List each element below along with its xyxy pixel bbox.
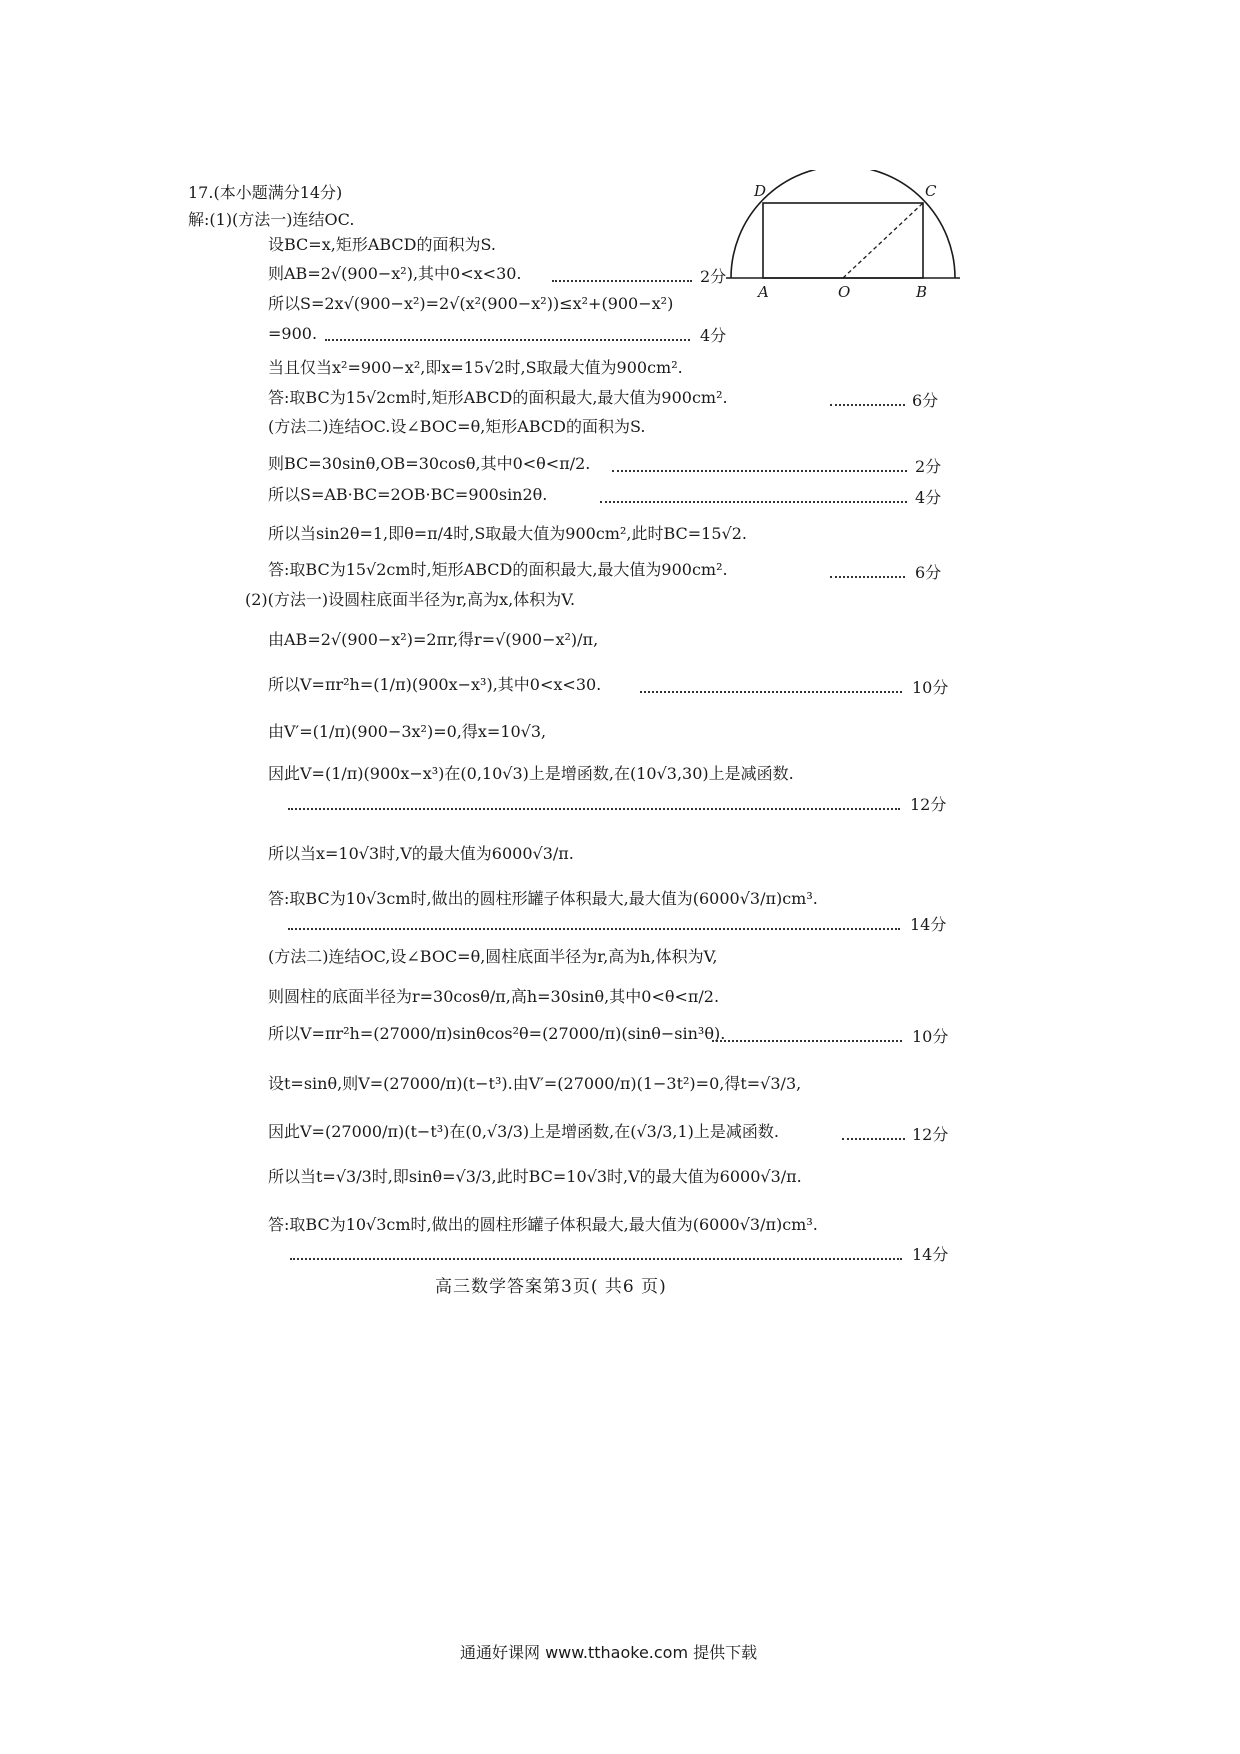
solution-line: 所以S=AB·BC=2OB·BC=900sin2θ.	[268, 485, 548, 504]
solution-line: 设t=sinθ,则V=(27000/π)(t−t³).由V′=(27000/π)(1−3t²)=0,得t=√3/3,	[268, 1074, 802, 1093]
solution-line: 答:取BC为10√3cm时,做出的圆柱形罐子体积最大,最大值为(6000√3/π)cm³.	[268, 1215, 818, 1234]
solution-line: 所以当x=10√3时,V的最大值为6000√3/π.	[268, 844, 574, 863]
score-label: 2分	[700, 267, 727, 286]
semicircle-rectangle-figure	[718, 170, 968, 300]
score-label: 10分	[912, 1027, 949, 1046]
label-c: C	[925, 182, 937, 200]
solution-line: 则AB=2√(900−x²),其中0<x<30.	[268, 264, 522, 283]
solution-line: 由V′=(1/π)(900−3x²)=0,得x=10√3,	[268, 722, 547, 741]
segment-oc	[843, 203, 923, 278]
solution-line: 答:取BC为15√2cm时,矩形ABCD的面积最大,最大值为900cm².	[268, 560, 728, 579]
score-label: 12分	[910, 795, 947, 814]
leader-dots	[712, 1040, 902, 1042]
solution-line: (2)(方法一)设圆柱底面半径为r,高为x,体积为V.	[245, 590, 576, 609]
solution-line: 由AB=2√(900−x²)=2πr,得r=√(900−x²)/π,	[268, 630, 599, 649]
score-label: 2分	[915, 457, 942, 476]
solution-line: 因此V=(1/π)(900x−x³)在(0,10√3)上是增函数,在(10√3,30)上是减函数.	[268, 764, 794, 783]
solution-line: 所以当t=√3/3时,即sinθ=√3/3,此时BC=10√3时,V的最大值为6000√3/π.	[268, 1167, 802, 1186]
solution-line: 答:取BC为15√2cm时,矩形ABCD的面积最大,最大值为900cm².	[268, 388, 728, 407]
page-footer-title: 高三数学答案第3页( 共6 页)	[435, 1277, 667, 1297]
leader-dots	[552, 280, 692, 282]
leader-dots	[600, 501, 907, 503]
score-label: 14分	[910, 915, 947, 934]
solution-line: 答:取BC为10√3cm时,做出的圆柱形罐子体积最大,最大值为(6000√3/π)cm³.	[268, 889, 818, 908]
solution-line: =900.	[268, 324, 318, 343]
label-o: O	[838, 283, 851, 300]
score-label: 6分	[912, 391, 939, 410]
solution-line: 所以V=πr²h=(27000/π)sinθcos²θ=(27000/π)(sinθ−sin³θ).	[268, 1024, 726, 1043]
score-label: 12分	[912, 1125, 949, 1144]
leader-dots	[325, 339, 690, 341]
solution-line: (方法二)连结OC,设∠BOC=θ,圆柱底面半径为r,高为h,体积为V,	[268, 947, 718, 966]
solution-line: 当且仅当x²=900−x²,即x=15√2时,S取最大值为900cm².	[268, 358, 683, 377]
solution-line: 所以当sin2θ=1,即θ=π/4时,S取最大值为900cm²,此时BC=15√2.	[268, 524, 747, 543]
download-source-note: 通通好课网 www.tthaoke.com 提供下载	[460, 1643, 758, 1662]
score-label: 6分	[915, 563, 942, 582]
solution-line: 因此V=(27000/π)(t−t³)在(0,√3/3)上是增函数,在(√3/3,1)上是减函数.	[268, 1122, 779, 1141]
label-d: D	[754, 182, 767, 200]
leader-dots	[290, 1258, 902, 1260]
solution-line: (方法二)连结OC.设∠BOC=θ,矩形ABCD的面积为S.	[268, 417, 646, 436]
leader-dots	[288, 808, 900, 810]
leader-dots	[640, 691, 902, 693]
solution-start: 解:(1)(方法一)连结OC.	[188, 210, 355, 229]
label-b: B	[916, 283, 928, 300]
rectangle-abcd	[763, 203, 923, 278]
leader-dots	[612, 470, 907, 472]
solution-line: 设BC=x,矩形ABCD的面积为S.	[268, 235, 496, 254]
score-label: 4分	[700, 326, 727, 345]
score-label: 14分	[912, 1245, 949, 1264]
leader-dots	[842, 1138, 905, 1140]
label-a: A	[758, 283, 769, 300]
leader-dots	[830, 576, 905, 578]
score-label: 10分	[912, 678, 949, 697]
solution-line: 所以S=2x√(900−x²)=2√(x²(900−x²))≤x²+(900−x²)	[268, 294, 674, 313]
leader-dots	[830, 404, 905, 406]
problem-heading: 17.(本小题满分14分)	[188, 183, 343, 202]
solution-line: 所以V=πr²h=(1/π)(900x−x³),其中0<x<30.	[268, 675, 602, 694]
solution-line: 则圆柱的底面半径为r=30cosθ/π,高h=30sinθ,其中0<θ<π/2.	[268, 987, 720, 1006]
score-label: 4分	[915, 488, 942, 507]
solution-line: 则BC=30sinθ,OB=30cosθ,其中0<θ<π/2.	[268, 454, 591, 473]
leader-dots	[288, 928, 900, 930]
